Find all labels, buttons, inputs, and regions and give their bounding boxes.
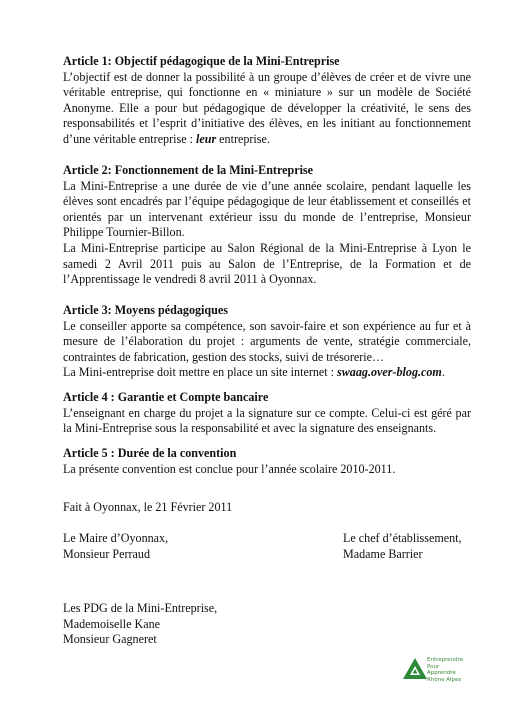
maire-title: Le Maire d’Oyonnax, bbox=[63, 531, 169, 545]
maire-name: Monsieur Perraud bbox=[63, 546, 150, 561]
logo-line-4: Rhône Alpes bbox=[427, 676, 462, 683]
logo-text bbox=[427, 657, 463, 683]
article-2-title: Article 2: Fonctionnement de la Mini-Entreprise bbox=[63, 163, 314, 177]
logo-line-3: Apprendre bbox=[427, 670, 456, 677]
fait-a-text: Fait à Oyonnax, le 21 Février 2011 bbox=[63, 500, 233, 514]
article-1 bbox=[63, 54, 471, 148]
article-3 bbox=[63, 303, 471, 381]
article-2-text-2: La Mini-Entreprise participe au Salon Régional de la Mini-Entreprise à Lyon le samedi 2 Avril 2011 puis au Salon de l’Entreprise, de la Formation et de l’Apprentissage le vendredi 8 avril 2011 à Oyonnax. bbox=[63, 241, 471, 287]
article-1-title: Article 1: Objectif pédagogique de la Mini-Entreprise bbox=[63, 54, 340, 68]
pdg-name-1: Mademoiselle Kane bbox=[63, 616, 161, 631]
article-4-text: L’enseignant en charge du projet a la signature sur ce compte. Celui-ci est géré par la Mini-Entreprise sous la responsabilité et avec la signature des enseignants. bbox=[63, 405, 471, 436]
triangle-logo-icon bbox=[402, 657, 428, 681]
pdg-name-2: Monsieur Gagneret bbox=[63, 632, 157, 647]
article-4-title: Article 4 : Garantie et Compte bancaire bbox=[63, 390, 269, 404]
epa-logo bbox=[402, 654, 482, 688]
article-3-text-1: Le conseiller apporte sa compétence, son savoir-faire et son expérience au fur et à mesure de l’élaboration du projet : arguments de vente, stratégie commerciale, contraintes de fabrication, gestion des stocks, suivi de trésorerie… bbox=[63, 318, 471, 364]
signature-maire bbox=[63, 531, 168, 562]
article-5-text: La présente convention est conclue pour l’année scolaire 2010-2011. bbox=[63, 461, 396, 476]
logo-line-1: Entreprendre bbox=[427, 657, 464, 663]
signature-pdg bbox=[63, 601, 217, 648]
logo-line-2: Pour bbox=[427, 663, 440, 670]
article-2 bbox=[63, 163, 471, 241]
article-5 bbox=[63, 446, 471, 477]
article-2-salon bbox=[63, 241, 471, 288]
pdg-title: Les PDG de la Mini-Entreprise, bbox=[63, 601, 218, 615]
article-3-text-2: La Mini-entreprise doit mettre en place un site internet : swaag.over-blog.com. bbox=[63, 365, 445, 380]
article-1-text: L’objectif est de donner la possibilité à un groupe d’élèves de créer et de vivre une véritable entreprise, qui fonctionne en « miniature » sur un modèle de Société Anonyme. Elle a pour but pédagogique de développer la créativité, le sens des responsabilités et l’esprit d’initiative des élèves, en les initiant au fonctionnement d’une véritable entreprise : leur entreprise. bbox=[63, 69, 471, 146]
signature-chef bbox=[343, 531, 462, 562]
fait-a bbox=[63, 500, 232, 516]
article-5-title: Article 5 : Durée de la convention bbox=[63, 446, 237, 460]
article-3-title: Article 3: Moyens pédagogiques bbox=[63, 303, 228, 317]
article-2-text-1: La Mini-Entreprise a une durée de vie d’une année scolaire, pendant laquelle les élèves sont encadrés par l’équipe pédagogique de leur établissement et conseillés et orientés par un intervenant extérieur issu du monde de l’entreprise, Monsieur Philippe Tournier-Billon. bbox=[63, 178, 471, 240]
article-4 bbox=[63, 390, 471, 437]
chef-name: Madame Barrier bbox=[343, 546, 423, 561]
chef-title: Le chef d’établissement, bbox=[343, 531, 462, 545]
